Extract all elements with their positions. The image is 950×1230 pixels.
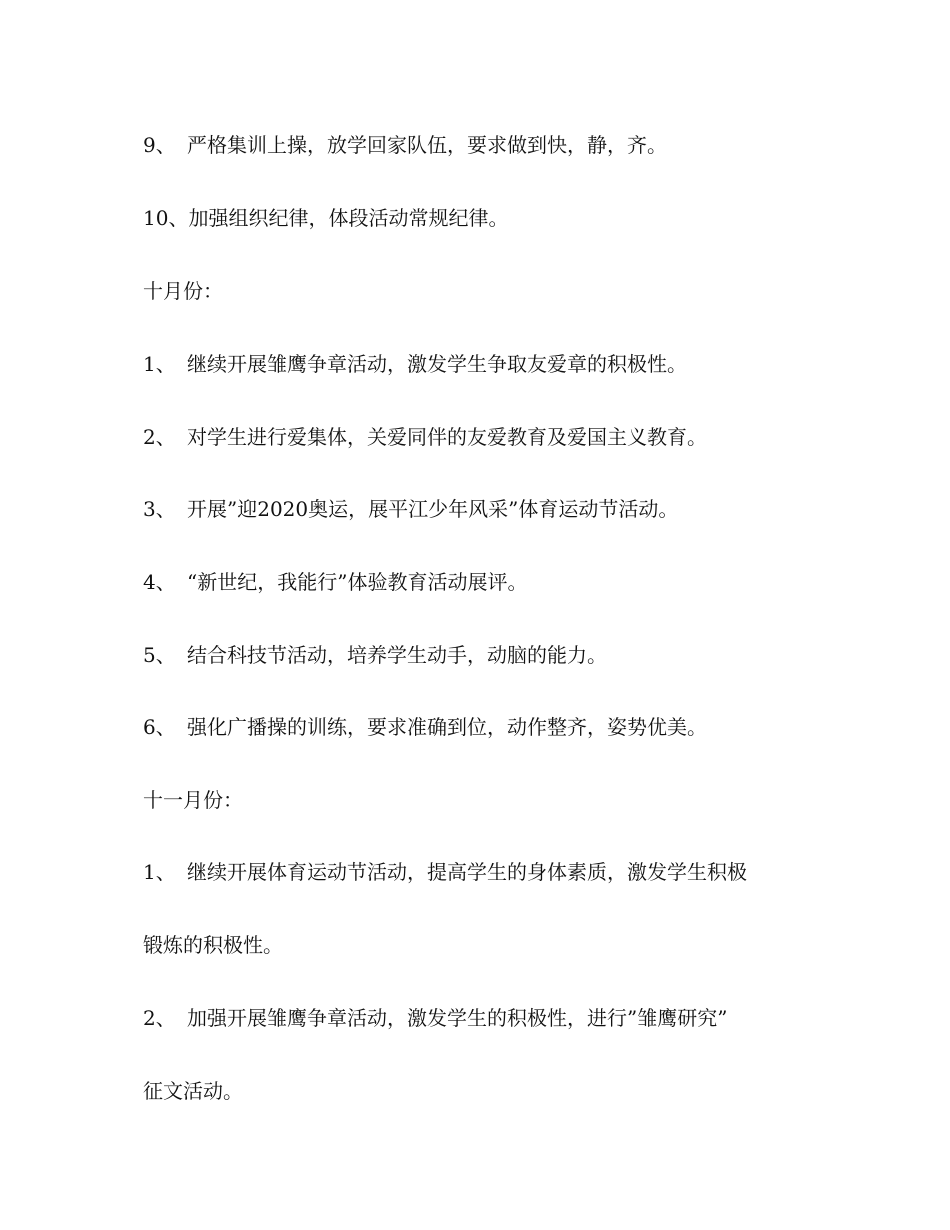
item-number: 10、 bbox=[143, 206, 189, 230]
item-number: 9、 bbox=[143, 133, 176, 157]
item-number: 2、 bbox=[143, 1006, 176, 1030]
item-text: 加强组织纪律，体段活动常规纪律。 bbox=[188, 206, 509, 230]
section-heading bbox=[143, 276, 823, 306]
list-item bbox=[143, 130, 823, 160]
item-number: 2、 bbox=[143, 425, 176, 449]
list-item bbox=[143, 640, 823, 670]
list-item bbox=[143, 712, 823, 742]
list-item bbox=[143, 203, 823, 233]
section-heading-text: 十一月份： bbox=[143, 788, 243, 812]
item-number: 4、 bbox=[143, 570, 176, 594]
item-text: 严格集训上操，放学回家队伍，要求做到快，静，齐。 bbox=[187, 133, 667, 157]
item-number: 1、 bbox=[143, 860, 176, 884]
item-text: 锻炼的积极性。 bbox=[143, 933, 283, 957]
list-item-continuation bbox=[143, 930, 823, 960]
item-text: “新世纪，我能行”体验教育活动展评。 bbox=[187, 570, 528, 594]
item-text: 开展”迎2020奥运，展平江少年风采”体育运动节活动。 bbox=[187, 497, 679, 521]
item-number: 3、 bbox=[143, 497, 176, 521]
item-text: 强化广播操的训练，要求准确到位，动作整齐，姿势优美。 bbox=[187, 715, 707, 739]
list-item-continuation bbox=[143, 1076, 823, 1106]
list-item bbox=[143, 567, 823, 597]
list-item bbox=[143, 349, 823, 379]
section-heading-text: 十月份： bbox=[143, 279, 223, 303]
list-item bbox=[143, 1003, 823, 1033]
item-number: 5、 bbox=[143, 643, 176, 667]
list-item bbox=[143, 857, 823, 887]
section-heading bbox=[143, 785, 823, 815]
item-text: 对学生进行爱集体，关爱同伴的友爱教育及爱国主义教育。 bbox=[187, 425, 707, 449]
item-number: 6、 bbox=[143, 715, 176, 739]
list-item bbox=[143, 494, 823, 524]
item-text: 结合科技节活动，培养学生动手，动脑的能力。 bbox=[187, 643, 607, 667]
item-text: 征文活动。 bbox=[143, 1079, 243, 1103]
item-text: 继续开展雏鹰争章活动，激发学生争取友爱章的积极性。 bbox=[187, 352, 687, 376]
item-number: 1、 bbox=[143, 352, 176, 376]
item-text: 继续开展体育运动节活动，提高学生的身体素质，激发学生积极 bbox=[187, 860, 747, 884]
item-text: 加强开展雏鹰争章活动，激发学生的积极性，进行”雏鹰研究” bbox=[187, 1006, 728, 1030]
list-item bbox=[143, 422, 823, 452]
